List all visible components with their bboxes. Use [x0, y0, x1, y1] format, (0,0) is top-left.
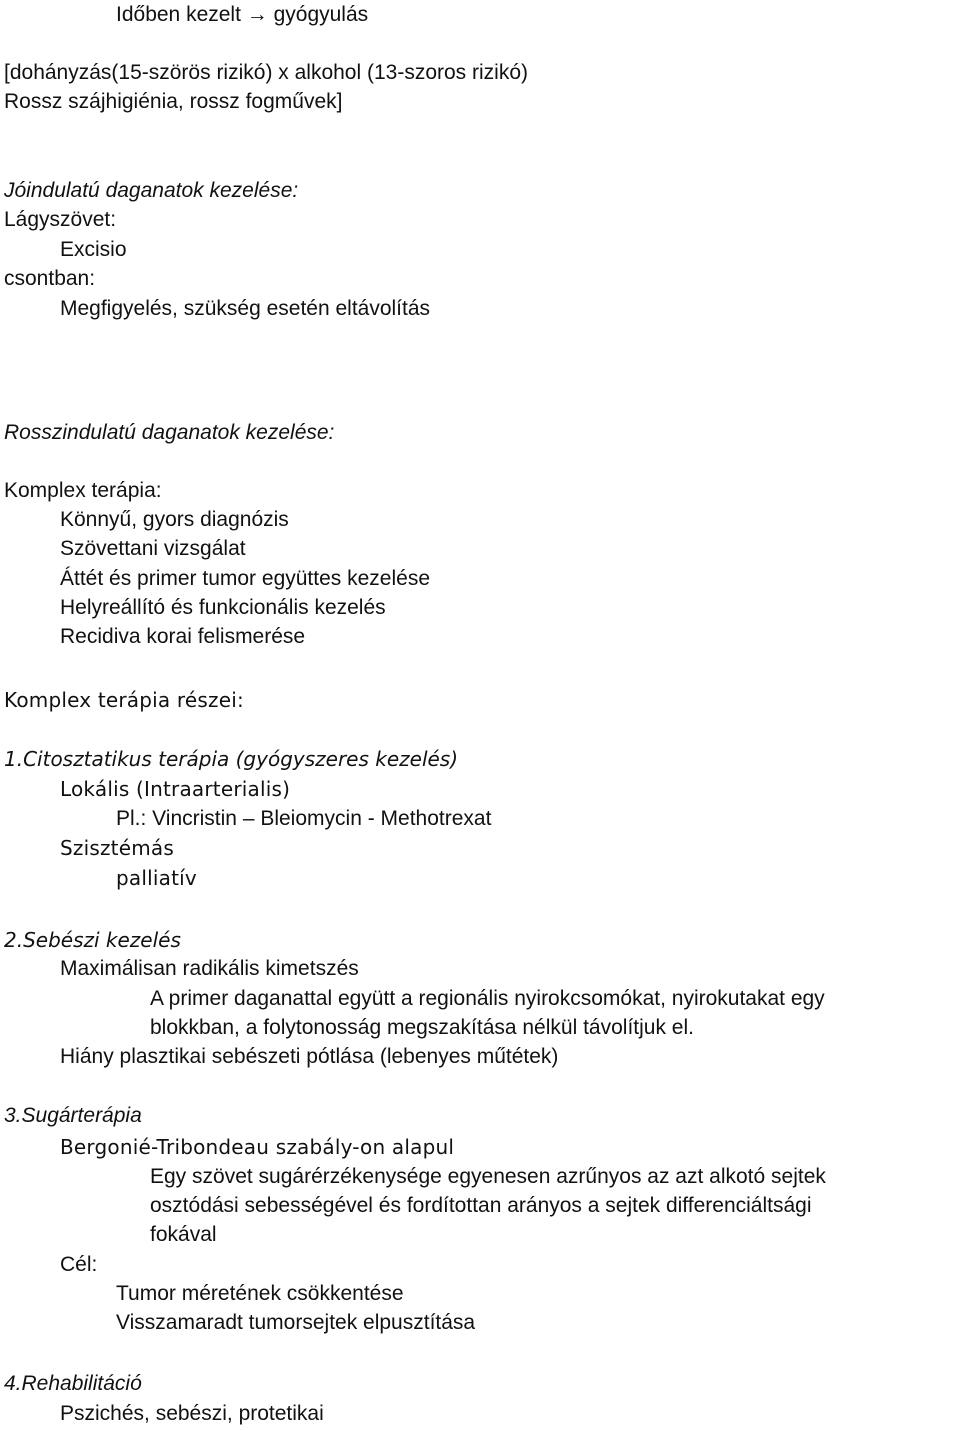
goal-label: Cél: — [60, 1253, 98, 1276]
palliative-treatment: palliatív — [116, 866, 197, 890]
bone-label: csontban: — [4, 267, 96, 290]
section-2-title: 2.Sebészi kezelés — [4, 928, 181, 952]
therapy-parts-heading: Komplex terápia részei: — [4, 688, 244, 712]
max-radical-excision: Maximálisan radikális kimetszés — [60, 957, 359, 980]
malignant-heading: Rosszindulatú daganatok kezelése: — [4, 421, 335, 444]
treated-outcome: Időben kezelt → gyógyulás — [116, 3, 369, 26]
bergonie-rule: Bergonié-Tribondeau szabály-on alapul — [60, 1135, 455, 1159]
complex-therapy-label: Komplex terápia: — [4, 479, 162, 502]
complex-item: Helyreállító és funkcionális kezelés — [60, 596, 386, 619]
goal-item: Visszamaradt tumorsejtek elpusztítása — [116, 1311, 476, 1334]
surgery-desc-line-2: blokkban, a folytonosság megszakítása nélkül távolítjuk el. — [150, 1016, 694, 1039]
surgery-desc-line-1: A primer daganattal együtt a regionális nyirokcsomókat, nyirokutakat egy — [150, 987, 825, 1010]
radiation-desc-line-2: osztódási sebességével és fordítottan arányos a sejtek differenciáltsági — [150, 1194, 812, 1217]
complex-item: Könnyű, gyors diagnózis — [60, 508, 289, 531]
plastic-surgery: Hiány plasztikai sebészeti pótlása (lebenyes műtétek) — [60, 1045, 559, 1068]
risk-factors-line-1: [dohányzás(15-szörös rizikó) x alkohol (13-szoros rizikó) — [4, 61, 529, 84]
soft-tissue-treatment: Excisio — [60, 238, 127, 261]
soft-tissue-label: Lágyszövet: — [4, 208, 117, 231]
bone-treatment: Megfigyelés, szükség esetén eltávolítás — [60, 297, 431, 320]
local-treatment: Lokális (Intraarterialis) — [60, 777, 291, 801]
goal-item: Tumor méretének csökkentése — [116, 1282, 404, 1305]
radiation-desc-line-3: fokával — [150, 1223, 217, 1246]
radiation-desc-line-1: Egy szövet sugárérzékenysége egyenesen azrűnyos az azt alkotó sejtek — [150, 1165, 826, 1188]
section-3-title: 3.Sugárterápia — [4, 1104, 142, 1127]
drug-example: Pl.: Vincristin – Bleiomycin - Methotrexat — [116, 807, 492, 830]
complex-item: Recidiva korai felismerése — [60, 625, 306, 648]
risk-factors-line-2: Rossz szájhigiénia, rossz fogművek] — [4, 90, 343, 113]
benign-heading: Jóindulatú daganatok kezelése: — [4, 179, 299, 202]
rehab-items: Pszichés, sebészi, protetikai — [60, 1402, 324, 1425]
section-1-title: 1.Citosztatikus terápia (gyógyszeres kezelés) — [4, 747, 459, 771]
section-4-title: 4.Rehabilitáció — [4, 1372, 142, 1395]
systemic-treatment: Szisztémás — [60, 836, 174, 860]
complex-item: Szövettani vizsgálat — [60, 537, 246, 560]
complex-item: Áttét és primer tumor együttes kezelése — [60, 567, 430, 590]
